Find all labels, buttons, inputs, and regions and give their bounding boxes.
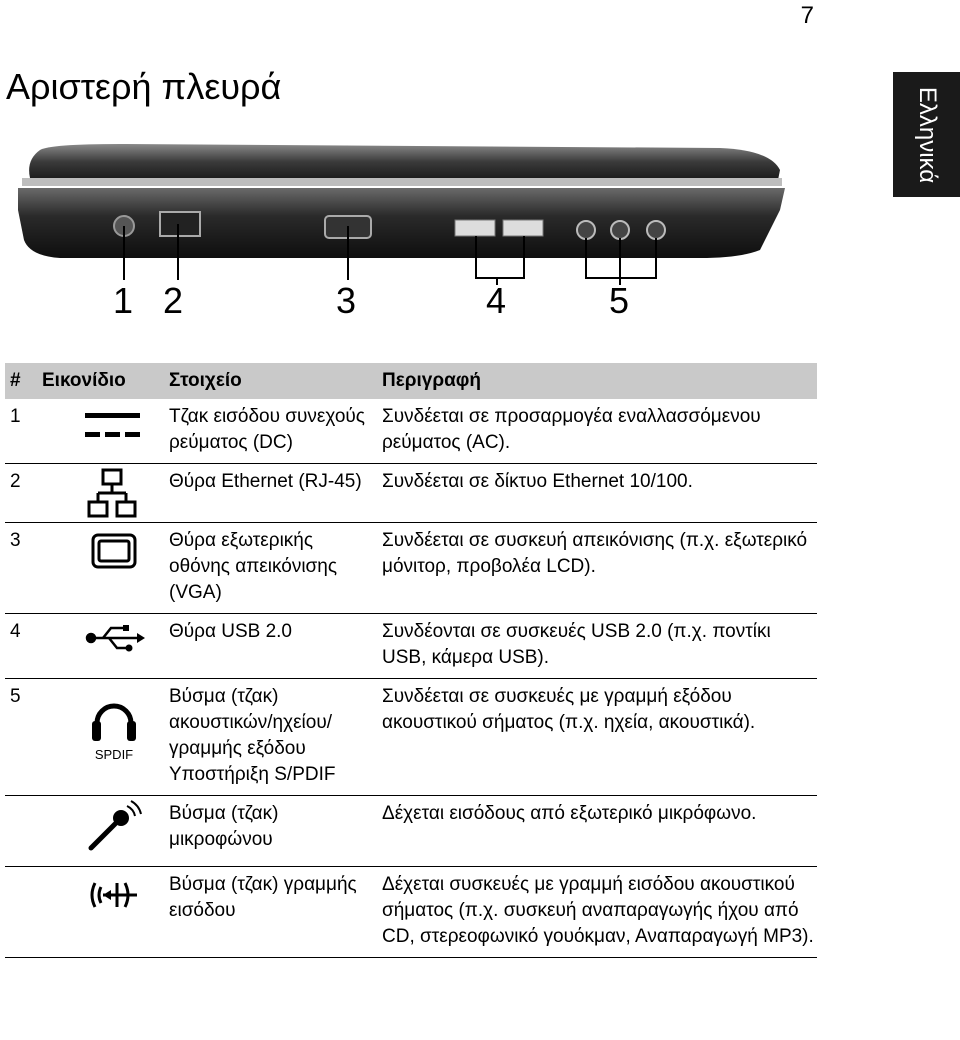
row-desc: Δέχεται εισόδους από εξωτερικό μικρόφωνο.	[377, 796, 817, 867]
line-in-icon	[37, 867, 157, 929]
usb-icon	[37, 614, 157, 670]
table-row	[5, 464, 817, 523]
row-desc: Συνδέεται σε συσκευή απεικόνισης (π.χ. εξωτερικό μόνιτορ, προβολέα LCD).	[377, 523, 817, 614]
usb-port-2	[503, 220, 543, 236]
row-desc: Συνδέεται σε προσαρμογέα εναλλασσόμενου ρεύματος (AC).	[377, 399, 817, 464]
table-row	[5, 867, 817, 958]
table-row	[5, 399, 817, 464]
headphone-jack	[577, 221, 595, 239]
laptop-lid	[29, 144, 780, 180]
ethernet-icon	[37, 464, 157, 522]
microphone-icon	[37, 796, 157, 866]
spdif-icon-label: SPDIF	[94, 747, 134, 762]
mic-jack	[611, 221, 629, 239]
callout-number-4: 4	[486, 280, 507, 321]
row-num	[5, 867, 37, 958]
callout-number-1: 1	[113, 280, 134, 321]
row-item: Βύσμα (τζακ) μικροφώνου	[164, 796, 377, 867]
laptop-hinge-line	[22, 178, 782, 186]
table-row	[5, 523, 817, 614]
ports-table	[5, 363, 817, 958]
row-item: Βύσμα (τζακ) γραμμής εισόδου	[164, 867, 377, 958]
section-title: Αριστερή πλευρά	[6, 66, 282, 107]
row-num: 2	[5, 464, 37, 523]
row-num: 3	[5, 523, 37, 614]
table-row	[5, 796, 817, 867]
row-item: Θύρα Ethernet (RJ-45)	[164, 464, 377, 523]
row-item: Βύσμα (τζακ) ακουστικών/ηχείου/ γραμμής εξόδου Υποστήριξη S/PDIF	[164, 679, 377, 796]
page-number: 7	[800, 2, 814, 29]
headphones-spdif-icon	[37, 679, 157, 787]
table-row	[5, 679, 817, 796]
row-num	[5, 796, 37, 867]
row-desc: Συνδέεται σε συσκευές με γραμμή εξόδου ακουστικού σήματος (π.χ. ηχεία, ακουστικά).	[377, 679, 817, 796]
line-in-jack	[647, 221, 665, 239]
header-icon: Εικονίδιο	[37, 363, 164, 399]
row-desc: Συνδέεται σε δίκτυο Ethernet 10/100.	[377, 464, 817, 523]
ethernet-port	[160, 212, 200, 236]
language-tab-label: Ελληνικά	[913, 86, 941, 183]
dc-power-icon	[37, 399, 157, 459]
laptop-left-side-illustration	[0, 140, 800, 285]
header-num: #	[5, 363, 37, 399]
callout-number-3: 3	[336, 280, 357, 321]
row-item: Θύρα εξωτερικής οθόνης απεικόνισης (VGA)	[164, 523, 377, 614]
row-num: 1	[5, 399, 37, 464]
row-item: Θύρα USB 2.0	[164, 614, 377, 679]
language-tab	[893, 72, 960, 197]
row-item: Τζακ εισόδου συνεχούς ρεύματος (DC)	[164, 399, 377, 464]
row-desc: Συνδέονται σε συσκευές USB 2.0 (π.χ. ποντίκι USB, κάμερα USB).	[377, 614, 817, 679]
usb-port-1	[455, 220, 495, 236]
callout-number-5: 5	[609, 280, 630, 321]
callout-number-2: 2	[163, 280, 184, 321]
header-desc: Περιγραφή	[377, 363, 817, 399]
header-item: Στοιχείο	[164, 363, 377, 399]
row-num: 5	[5, 679, 37, 796]
vga-monitor-icon	[37, 523, 157, 585]
row-num: 4	[5, 614, 37, 679]
row-desc: Δέχεται συσκευές με γραμμή εισόδου ακουστικού σήματος (π.χ. συσκευή αναπαραγωγής ήχου από CD, στερεοφωνικό γουόκμαν, Αναπαραγωγή MP3).	[377, 867, 817, 958]
table-header-row	[5, 363, 817, 399]
table-row	[5, 614, 817, 679]
